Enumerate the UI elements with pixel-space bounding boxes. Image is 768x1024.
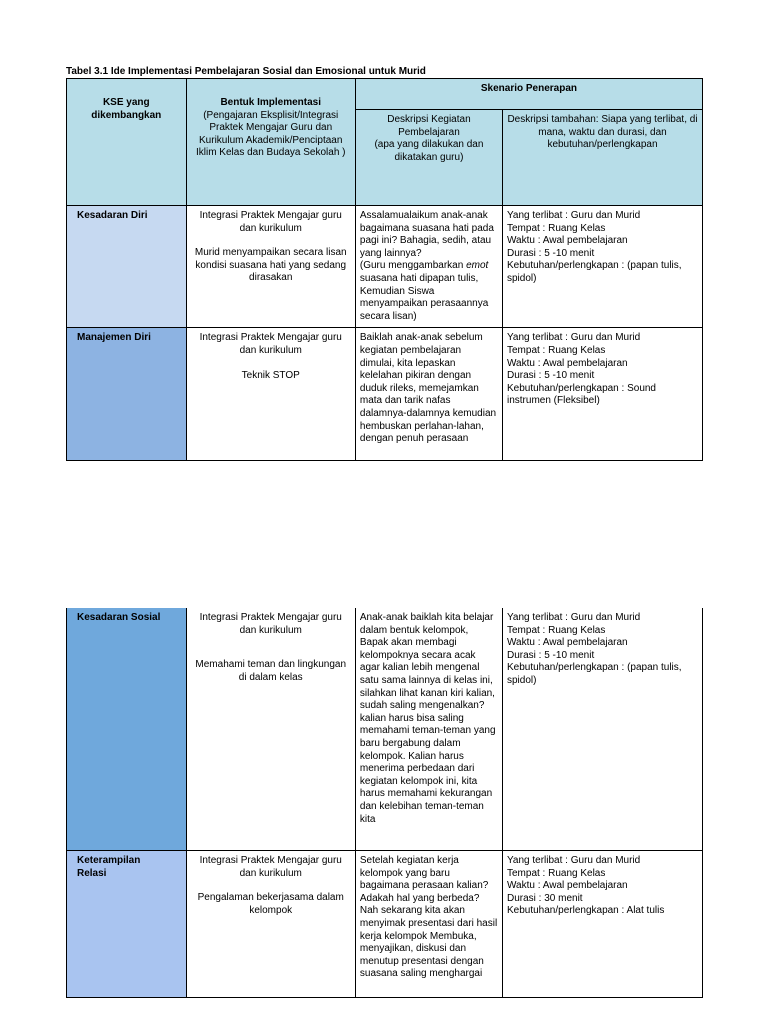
header-row-top — [67, 79, 703, 110]
header-skenario: Skenario Penerapan — [355, 79, 702, 110]
tambahan-cell: Yang terlibat : Guru dan Murid Tempat : Ruang Kelas Waktu : Awal pembelajaran Durasi : 5 -10 menit Kebutuhan/perlengkapan : (papan tulis, spidol) — [502, 608, 702, 851]
bentuk-detail: Murid menyampaikan secara lisan kondisi suasana hati yang sedang dirasakan — [194, 247, 347, 284]
bentuk-cell — [186, 851, 355, 998]
bentuk-cell — [186, 608, 355, 851]
tambahan-cell: Yang terlibat : Guru dan Murid Tempat : Ruang Kelas Waktu : Awal pembelajaran Durasi : 5 -10 menit Kebutuhan/perlengkapan : Sound instrumen (Fleksibel) — [502, 328, 702, 461]
bentuk-cell — [186, 328, 355, 461]
kse-cell: Manajemen Diri — [67, 328, 187, 461]
header-kse: KSE yang dikembangkan — [67, 79, 187, 206]
bentuk-text: Integrasi Praktek Mengajar guru dan kurikulum — [199, 332, 342, 356]
bentuk-cell — [186, 206, 355, 328]
kegiatan-cell: Anak-anak baiklah kita belajar dalam bentuk kelompok, Bapak akan membagi kelompoknya secara acak agar kalian lebih mengenal satu sama lainnya di kelas ini, silahkan lihat kanan kiri kalian, sudah saling mengenalkan? kalian harus bisa saling memahami teman-teman yang baru bergabung dalam kelompok. Kalian harus menerima perbedaan dari kegiatan kelompok ini, kita harus memahami kekurangan dan kelebihan teman-teman kita — [355, 608, 502, 851]
table-row — [67, 851, 703, 998]
table-row — [67, 608, 703, 851]
header-deskripsi-tambahan: Deskripsi tambahan: Siapa yang terlibat, di mana, waktu dan durasi, dan kebutuhan/perlengkapan — [502, 110, 702, 206]
header-deskripsi-kegiatan: Deskripsi Kegiatan Pembelajaran (apa yang dilakukan dan dikatakan guru) — [355, 110, 502, 206]
kegiatan-cell: Baiklah anak-anak sebelum kegiatan pembelajaran dimulai, kita lepaskan kelelahan pikiran dengan duduk rileks, memejamkan mata dan tarik nafas dalamnya-dalamnya kemudian hembuskan perlahan-lahan, dengan penuh perasaan — [355, 328, 502, 461]
kse-cell: Kesadaran Diri — [67, 206, 187, 328]
header-bentuk — [186, 79, 355, 206]
bentuk-detail: Memahami teman dan lingkungan di dalam kelas — [195, 659, 347, 683]
bentuk-text: Integrasi Praktek Mengajar guru dan kurikulum — [199, 210, 342, 234]
tambahan-cell: Yang terlibat : Guru dan Murid Tempat : Ruang Kelas Waktu : Awal pembelajaran Durasi : 30 menit Kebutuhan/perlengkapan : Alat tulis — [502, 851, 702, 998]
bentuk-detail: Pengalaman bekerjasama dalam kelompok — [197, 892, 344, 916]
table-caption: Tabel 3.1 Ide Implementasi Pembelajaran Sosial dan Emosional untuk Murid — [66, 66, 426, 77]
kse-cell: Keterampilan Relasi — [67, 851, 187, 998]
tambahan-cell: Yang terlibat : Guru dan Murid Tempat : Ruang Kelas Waktu : Awal pembelajaran Durasi : 5 -10 menit Kebutuhan/perlengkapan : (papan tulis, spidol) — [502, 206, 702, 328]
header-bentuk-title: Bentuk Implementasi — [220, 97, 322, 108]
kse-cell: Kesadaran Sosial — [67, 608, 187, 851]
header-bentuk-desc: (Pengajaran Eksplisit/Integrasi Praktek Mengajar Guru dan Kurikulum Akademik/Penciptaan Iklim Kelas dan Budaya Sekolah ) — [195, 109, 346, 159]
bentuk-detail: Teknik STOP — [241, 369, 300, 381]
implementation-table-part-2 — [66, 608, 703, 998]
table-row — [67, 206, 703, 328]
table-row — [67, 328, 703, 461]
kegiatan-cell: Assalamualaikum anak-anak bagaimana suasana hati pada pagi ini? Bahagia, sedih, atau yang lainnya? (Guru menggambarkan emot suasana hati dipapan tulis, Kemudian Siswa menyampaikan perasaannya secara lisan) — [355, 206, 502, 328]
implementation-table-part-1 — [66, 78, 703, 461]
bentuk-text: Integrasi Praktek Mengajar guru dan kurikulum — [199, 855, 342, 879]
kegiatan-cell: Setelah kegiatan kerja kelompok yang baru bagaimana perasaan kalian? Adakah hal yang berbeda? Nah sekarang kita akan menyimak presentasi dari hasil kerja kelompok Membuka, menyajikan, diskusi dan menutup presentasi dengan suasana saling menghargai — [355, 851, 502, 998]
bentuk-text: Integrasi Praktek Mengajar guru dan kurikulum — [199, 612, 342, 636]
